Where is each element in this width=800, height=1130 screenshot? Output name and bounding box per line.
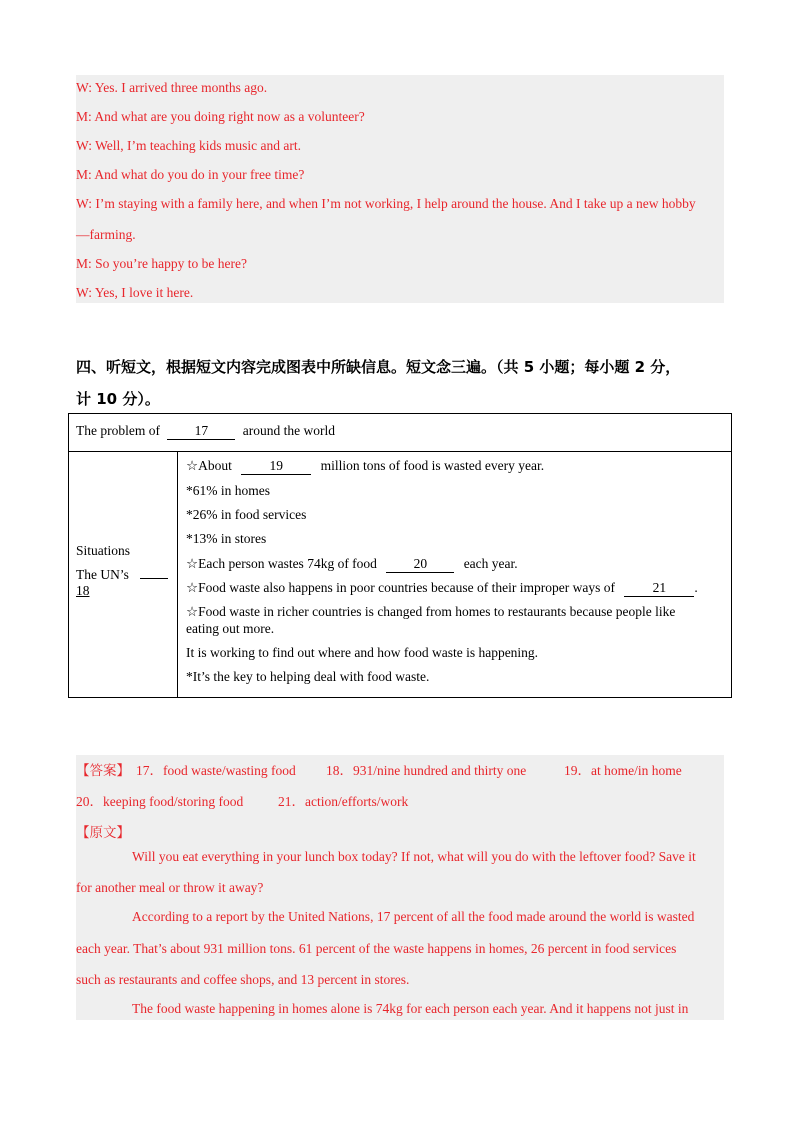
- answer-21: 21．action/efforts/work: [278, 794, 409, 809]
- source-paragraph-2-line-3: such as restaurants and coffee shops, and 13 percent in stores.: [76, 972, 410, 987]
- dialog-line: W: Yes, I love it here.: [76, 285, 194, 300]
- heading-line-1: 四、听短文，根据短文内容完成图表中所缺信息。短文念三遍。（共 5 小题；每小题 2 分，: [76, 358, 681, 376]
- blank-17: 17: [167, 423, 235, 440]
- person-prefix: ☆Each person wastes 74kg of food: [186, 556, 377, 571]
- heading-line-2: 计 10 分）。: [76, 390, 160, 408]
- working-line: It is working to find out where and how food waste is happening.: [186, 645, 539, 660]
- row1-prefix: The problem of: [76, 423, 160, 438]
- dialog-line: —farming.: [76, 227, 136, 242]
- answer-19: 19．at home/in home: [564, 763, 682, 778]
- blank-18-underline-start: [140, 578, 168, 579]
- source-label: 【原文】: [76, 825, 130, 841]
- homes-line: *61% in homes: [186, 483, 270, 498]
- blank-18: 18: [76, 583, 90, 598]
- rich-line-2: eating out more.: [186, 621, 275, 636]
- row1-suffix: around the world: [242, 423, 335, 438]
- services-line: *26% in food services: [186, 507, 307, 522]
- dialog-line: W: I’m staying with a family here, and when I’m not working, I help around the house. And I take up a new hobby: [76, 196, 696, 211]
- source-paragraph-2-line-2: each year. That’s about 931 million tons. 61 percent of the waste happens in homes, 26 percent in food services: [76, 941, 677, 956]
- answer-20: 20．keeping food/storing food: [76, 794, 244, 809]
- dialog-line: M: And what do you do in your free time?: [76, 167, 305, 182]
- about-suffix: million tons of food is wasted every year.: [320, 458, 545, 473]
- stores-line: *13% in stores: [186, 531, 267, 546]
- answer-block: [76, 755, 724, 1020]
- answer-17: 17．food waste/wasting food: [136, 763, 296, 778]
- blank-19: 19: [241, 458, 311, 475]
- un-label: The UN’s: [76, 567, 129, 582]
- rich-line-1: ☆Food waste in richer countries is changed from homes to restaurants because people like: [186, 604, 676, 619]
- poor-suffix: .: [694, 580, 698, 595]
- right-column-cell: [178, 452, 732, 698]
- table-title-row: [69, 414, 732, 452]
- blank-21: 21: [624, 580, 694, 597]
- dialog-transcript: [76, 75, 724, 303]
- section-heading: [76, 351, 726, 415]
- about-prefix: ☆About: [186, 458, 232, 473]
- person-suffix: each year.: [463, 556, 518, 571]
- source-paragraph-1-line-1: Will you eat everything in your lunch box today? If not, what will you do with the leftover food? Save it: [132, 849, 696, 864]
- left-column-cell: [69, 452, 178, 698]
- blank-20: 20: [386, 556, 454, 573]
- fill-in-table: [68, 413, 732, 698]
- dialog-line: M: So you’re happy to be here?: [76, 256, 247, 271]
- situations-label: Situations: [76, 543, 131, 558]
- poor-prefix: ☆Food waste also happens in poor countries because of their improper ways of: [186, 580, 615, 595]
- source-paragraph-3-line-1: The food waste happening in homes alone is 74kg for each person each year. And it happens not just in: [132, 1001, 689, 1016]
- dialog-line: W: Well, I’m teaching kids music and art.: [76, 138, 301, 153]
- source-paragraph-2-line-1: According to a report by the United Nations, 17 percent of all the food made around the world is wasted: [132, 909, 695, 924]
- answer-18: 18．931/nine hundred and thirty one: [326, 763, 527, 778]
- source-paragraph-1-line-2: for another meal or throw it away?: [76, 880, 264, 895]
- answer-label: 【答案】: [76, 763, 130, 779]
- dialog-line: M: And what are you doing right now as a volunteer?: [76, 109, 365, 124]
- dialog-line: W: Yes. I arrived three months ago.: [76, 80, 268, 95]
- key-line: *It’s the key to helping deal with food waste.: [186, 669, 430, 684]
